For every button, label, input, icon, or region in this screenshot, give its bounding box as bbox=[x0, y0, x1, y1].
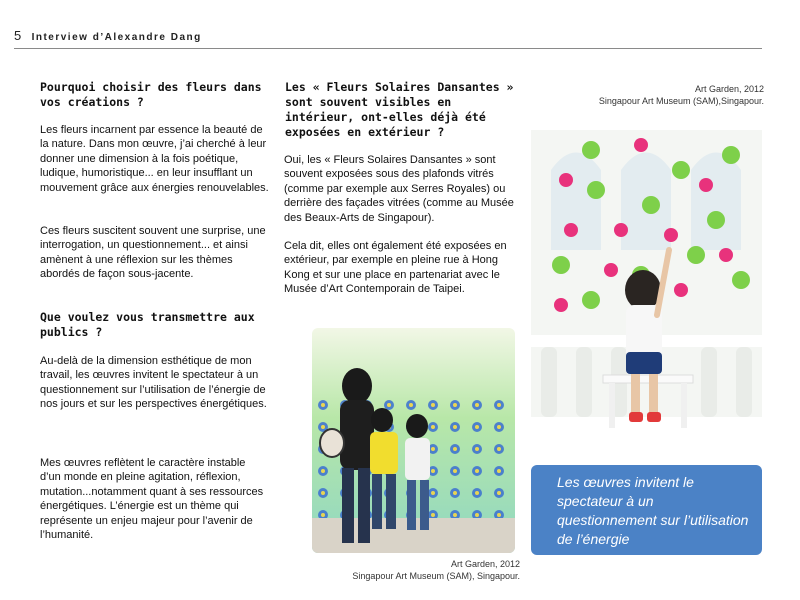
pull-quote-text: Les œuvres invitent le spectateur à un questionnement sur l’utilisation de l’énergie bbox=[557, 474, 749, 547]
page-number: 5 bbox=[14, 28, 22, 43]
question-why-flowers: Pourquoi choisir des fleurs dans vos créations ? bbox=[40, 80, 262, 109]
caption-right-line2: Singapour Art Museum (SAM),Singapour. bbox=[598, 96, 764, 106]
answer-outdoor-p1: Oui, les « Fleurs Solaires Dansantes » sont souvent exposées sous des plafonds vitrés (comme par exemple aux Serres Royales) ou derrière des façades vitrées (comme au Musée des Beaux-Arts de Singapour). bbox=[284, 154, 514, 224]
caption-right-photo bbox=[540, 83, 764, 107]
caption-middle-line2: Singapour Art Museum (SAM), Singapour. bbox=[352, 571, 520, 581]
answer-why-flowers-p1: Les fleurs incarnent par essence la beauté de la nature. Dans mon œuvre, j’ai cherché à leur donner une dimension à la fois poétique, ludique, humoristique... en leur insufflant un mouvement grâce aux énergies renouvelables. bbox=[40, 124, 269, 194]
caption-middle-photo bbox=[312, 558, 520, 582]
photo-family-illustration bbox=[312, 328, 515, 553]
page-header bbox=[14, 28, 202, 43]
caption-right-line1: Art Garden, 2012 bbox=[694, 84, 764, 94]
page-title: Interview d’Alexandre Dang bbox=[31, 32, 202, 43]
question-outdoor: Les « Fleurs Solaires Dansantes » sont souvent visibles en intérieur, ont-elles déjà été exposées en extérieur ? bbox=[285, 80, 514, 139]
header-divider bbox=[14, 48, 762, 49]
answer-why-flowers-p2: Ces fleurs suscitent souvent une surprise, une interrogation, un questionnement... et ainsi amènent à une réflexion sur les thèmes abordés de façon sous-jacente. bbox=[40, 225, 266, 281]
photo-art-garden-family bbox=[312, 328, 515, 553]
question-transmit: Que voulez vous transmettre aux publics ? bbox=[40, 310, 255, 339]
answer-transmit-p2: Mes œuvres reflètent le caractère instable d’un monde en pleine agitation, réflexion, mutation...notamment quant à ses ressources énergétiques. L’énergie est un thème qui représente un enjeu majeur pour l’avenir de l’humanité. bbox=[40, 457, 264, 542]
caption-middle-line1: Art Garden, 2012 bbox=[450, 559, 520, 569]
photo-child-illustration bbox=[531, 130, 762, 442]
photo-art-garden-child bbox=[531, 130, 762, 442]
answer-outdoor-p2: Cela dit, elles ont également été exposées en extérieur, par exemple en pleine rue à Hong Kong et sur une place en partenariat avec le Musée d’Art Contemporain de Taipei. bbox=[284, 240, 507, 296]
answer-transmit-p1: Au-delà de la dimension esthétique de mon travail, les œuvres invitent le spectateur à un questionnement sur l’utilisation de l’énergie de nos jours et sur les perspectives énergétiques. bbox=[40, 355, 267, 411]
pull-quote-box bbox=[531, 465, 762, 555]
